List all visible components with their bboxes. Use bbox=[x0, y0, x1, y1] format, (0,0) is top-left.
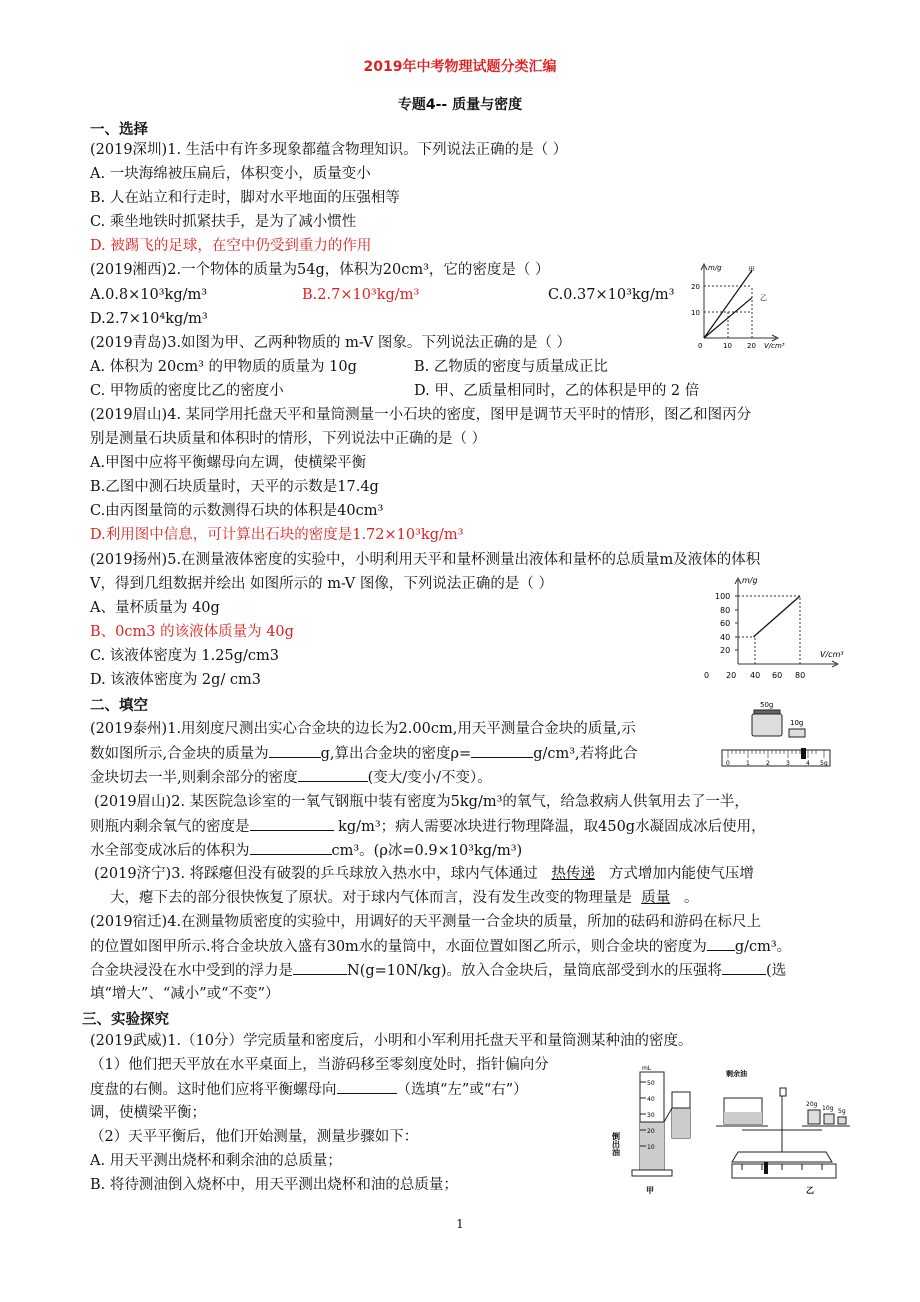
text: kg/m³；病人需要冰块进行物理降温，取450g水凝固成冰后使用， bbox=[338, 819, 766, 835]
measuring-cylinder bbox=[632, 1072, 672, 1176]
option-b-answer: B、0cm3 的该液体质量为 40g bbox=[90, 624, 294, 640]
text: g/cm³,若将此合 bbox=[533, 746, 638, 762]
rider bbox=[764, 1162, 768, 1174]
fill-question-line bbox=[90, 960, 786, 981]
q3-mv-graph bbox=[686, 258, 796, 350]
x-tick: 0 bbox=[704, 671, 710, 680]
experiment-line: （1）他们把天平放在水平桌面上，当游码移至零刻度处时，指针偏向分 bbox=[90, 1057, 549, 1073]
text: 。 bbox=[684, 890, 699, 906]
answer-blank[interactable] bbox=[293, 960, 347, 975]
section-heading: 三、实验探究 bbox=[82, 1012, 169, 1028]
section-heading: 二、填空 bbox=[90, 698, 148, 714]
option-d: D.2.7×10⁴kg/m³ bbox=[90, 311, 208, 327]
fill-question: (2019泰州)1.用刻度尺测出实心合金块的边长为2.00cm,用天平测量合金块的质量,示 bbox=[90, 721, 636, 737]
scale-label: 3 bbox=[786, 760, 790, 767]
y-tick: 40 bbox=[720, 633, 731, 642]
question-stem: (2019眉山)4. 某同学用托盘天平和量筒测量一小石块的密度，图甲是调节天平时的情形，图乙和图丙分 bbox=[90, 407, 752, 423]
experiment-line: B. 将待测油倒入烧杯中，用天平测出烧杯和油的总质量； bbox=[90, 1177, 458, 1193]
scale-label: 5g bbox=[820, 760, 828, 767]
question-stem: (2019青岛)3.如图为甲、乙两种物质的 m-V 图象。下列说法正确的是（ ） bbox=[90, 335, 571, 351]
text: 合金块浸没在水中受到的浮力是 bbox=[90, 963, 293, 979]
question-stem-cont: V，得到几组数据并绘出 如图所示的 m-V 图像，下列说法正确的是（ ） bbox=[90, 576, 553, 592]
x-tick: 40 bbox=[750, 671, 761, 680]
text: 方式增加内能使气压增 bbox=[608, 866, 754, 882]
option-b-answer: B.2.7×10³kg/m³ bbox=[302, 287, 420, 303]
answer-blank[interactable] bbox=[250, 840, 332, 855]
weight-label: 20g bbox=[806, 1101, 818, 1108]
cylinder-tick: 20 bbox=[647, 1128, 655, 1135]
x-axis-label: V/cm³ bbox=[764, 342, 785, 350]
cylinder-tick: 30 bbox=[647, 1112, 655, 1119]
option-c: C. 乘坐地铁时抓紧扶手，是为了减小惯性 bbox=[90, 214, 357, 230]
question-stem: (2019深圳)1. 生活中有许多现象都蕴含物理知识。下列说法正确的是（ ） bbox=[90, 142, 568, 158]
weight-label: 10g bbox=[822, 1105, 834, 1112]
scale-label: 2 bbox=[766, 760, 770, 767]
cylinder-tick: 50 bbox=[647, 1080, 655, 1087]
oil-label: 剩余油 bbox=[726, 1070, 747, 1078]
x-tick: 10 bbox=[723, 342, 732, 350]
text: 水全部变成冰后的体积为 bbox=[90, 843, 250, 859]
balance bbox=[716, 1088, 850, 1178]
option-a: A、量杯质量为 40g bbox=[90, 600, 220, 616]
experiment-line: A. 用天平测出烧杯和剩余油的总质量； bbox=[90, 1153, 342, 1169]
q5-data-line bbox=[754, 596, 801, 637]
option-c: C.由丙图量筒的示数测得石块的体积是40cm³ bbox=[90, 503, 384, 519]
fill-question-line bbox=[90, 767, 492, 788]
text: 金块切去一半,则剩余部分的密度 bbox=[90, 770, 298, 786]
text: (2019济宁)3. 将踩瘪但没有破裂的乒乓球放入热水中，球内气体通过 bbox=[94, 866, 538, 882]
option-d: D. 该液体密度为 2g/ cm3 bbox=[90, 672, 262, 688]
cylinder-tick: 40 bbox=[647, 1096, 655, 1103]
text: g/cm³。 bbox=[734, 939, 792, 955]
series-label-jia: 甲 bbox=[748, 266, 755, 274]
y-axis-label: m/g bbox=[708, 264, 722, 272]
fill-question-line bbox=[90, 816, 766, 837]
fill-question-line bbox=[90, 936, 791, 957]
side-label: 倒出油 bbox=[612, 1132, 621, 1156]
x-tick: 20 bbox=[747, 342, 756, 350]
x-tick: 0 bbox=[698, 342, 703, 350]
cylinder-unit: mL bbox=[642, 1065, 652, 1072]
text: 则瓶内剩余氧气的密度是 bbox=[90, 819, 250, 835]
option-a: A. 一块海绵被压扁后，体积变小，质量变小 bbox=[90, 166, 371, 182]
answer-blank[interactable] bbox=[269, 743, 321, 758]
scale-label: 0 bbox=[726, 760, 730, 767]
fill-question-line bbox=[94, 864, 754, 884]
text: 的位置如图甲所示.将合金块放入盛有30m水的量筒中，水面位置如图乙所示，则合金块的密度为 bbox=[90, 939, 707, 955]
option-c: C. 甲物质的密度比乙的密度小 bbox=[90, 383, 284, 399]
balance-weights-scale bbox=[716, 698, 836, 778]
y-tick: 20 bbox=[720, 646, 731, 655]
answer-blank[interactable] bbox=[471, 743, 533, 758]
option-b: B. 人在站立和行走时，脚对水平地面的压强相等 bbox=[90, 190, 400, 206]
series-label-yi: 乙 bbox=[760, 294, 767, 302]
text: cm³。(ρ冰=0.9×10³kg/m³) bbox=[331, 843, 523, 859]
doc-title: 2019年中考物理试题分类汇编 bbox=[363, 59, 557, 75]
figure-label-jia: 甲 bbox=[646, 1186, 654, 1195]
option-c: C.0.37×10³kg/m³ bbox=[548, 287, 675, 303]
option-a: A.0.8×10³kg/m³ bbox=[90, 287, 208, 303]
option-a: A.甲图中应将平衡螺母向左调，使横梁平衡 bbox=[90, 455, 367, 471]
weight-label: 50g bbox=[760, 701, 774, 709]
option-b: B. 乙物质的密度与质量成正比 bbox=[414, 359, 608, 375]
fill-question-line: 填“增大”、“减小”或“不变”） bbox=[90, 986, 280, 1002]
rider bbox=[801, 748, 806, 759]
answer-blank[interactable] bbox=[337, 1079, 397, 1094]
text: 大，瘪下去的部分很快恢复了原状。对于球内气体而言，没有发生改变的物理量是 bbox=[110, 890, 632, 906]
option-b: B.乙图中测石块质量时，天平的示数是17.4g bbox=[90, 479, 379, 495]
text: (变大/变小/不变）。 bbox=[367, 770, 492, 786]
filled-answer: 质量 bbox=[641, 890, 671, 906]
weight-label: 5g bbox=[838, 1108, 846, 1115]
experiment-line: 调，使横梁平衡； bbox=[90, 1105, 206, 1121]
experiment-line bbox=[90, 1079, 528, 1100]
answer-blank[interactable] bbox=[250, 816, 334, 831]
scale-label: 1 bbox=[746, 760, 750, 767]
section-heading: 一、选择 bbox=[90, 122, 148, 138]
y-tick: 10 bbox=[691, 309, 700, 317]
question-stem: (2019扬州)5.在测量液体密度的实验中，小明利用天平和量杯测量出液体和量杯的总质量m及液体的体积 bbox=[90, 552, 761, 568]
text: 度盘的右侧。这时他们应将平衡螺母向 bbox=[90, 1082, 337, 1098]
filled-answer: 热传递 bbox=[551, 866, 595, 882]
cylinder-tick: 10 bbox=[647, 1144, 655, 1151]
option-a: A. 体积为 20cm³ 的甲物质的质量为 10g bbox=[90, 359, 357, 375]
text: N(g=10N/kg)。放入合金块后，量筒底部受到水的压强将 bbox=[347, 963, 723, 979]
answer-blank[interactable] bbox=[298, 767, 368, 782]
option-d-answer: D.利用图中信息，可计算出石块的密度是1.72×10³kg/m³ bbox=[90, 527, 464, 543]
experiment-question: (2019武威)1.（10分）学完质量和密度后，小明和小军利用托盘天平和量筒测某种油的密度。 bbox=[90, 1033, 693, 1049]
y-axis-label: m/g bbox=[742, 576, 758, 585]
fill-question: (2019宿迁)4.在测量物质密度的实验中，用调好的天平测量一合金块的质量，所加的砝码和游码在标尺上 bbox=[90, 914, 762, 930]
figure-label-yi: 乙 bbox=[806, 1186, 814, 1195]
answer-blank[interactable] bbox=[722, 960, 766, 975]
x-tick: 20 bbox=[726, 671, 737, 680]
fill-question: (2019眉山)2. 某医院急诊室的一氧气钢瓶中装有密度为5kg/m³的氧气，给急救病人供氧用去了一半， bbox=[94, 794, 749, 810]
y-tick: 80 bbox=[720, 606, 731, 615]
answer-blank[interactable] bbox=[707, 936, 735, 951]
experiment-figure bbox=[612, 1060, 858, 1200]
x-tick: 60 bbox=[772, 671, 783, 680]
q5-mv-graph bbox=[700, 574, 850, 682]
text: (选 bbox=[766, 963, 787, 979]
y-tick: 20 bbox=[691, 283, 700, 291]
experiment-line: （2）天平平衡后，他们开始测量，测量步骤如下： bbox=[90, 1129, 419, 1145]
y-tick: 60 bbox=[720, 619, 731, 628]
fill-question-line bbox=[90, 743, 638, 764]
question-stem: (2019湘西)2.一个物体的质量为54g，体积为20cm³，它的密度是（ ） bbox=[90, 262, 550, 278]
doc-subtitle: 专题4-- 质量与密度 bbox=[397, 97, 523, 113]
scale-label: 4 bbox=[806, 760, 810, 767]
weight-label: 10g bbox=[790, 719, 804, 727]
fill-question-line bbox=[110, 888, 699, 908]
y-tick: 100 bbox=[715, 592, 731, 601]
text: g,算出合金块的密度ρ= bbox=[320, 746, 472, 762]
x-tick: 80 bbox=[795, 671, 806, 680]
text: （选填“左”或“右”） bbox=[396, 1082, 528, 1098]
page-number: 1 bbox=[456, 1217, 464, 1231]
option-d: D. 甲、乙质量相同时，乙的体积是甲的 2 倍 bbox=[414, 383, 700, 399]
question-stem-cont: 别是测量石块质量和体积时的情形，下列说法中正确的是（ ） bbox=[90, 431, 487, 447]
text: 数如图所示,合金块的质量为 bbox=[90, 746, 269, 762]
option-c: C. 该液体密度为 1.25g/cm3 bbox=[90, 648, 279, 664]
x-axis-label: V/cm³ bbox=[820, 650, 844, 659]
fill-question-line bbox=[90, 840, 522, 861]
option-d-answer: D. 被踢飞的足球，在空中仍受到重力的作用 bbox=[90, 238, 372, 254]
